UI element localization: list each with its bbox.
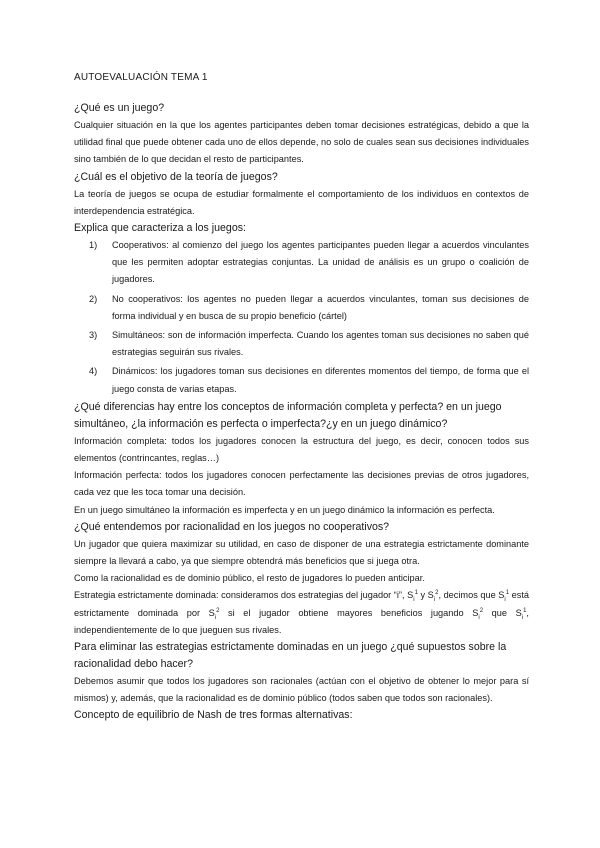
- superscript: 1: [523, 607, 527, 614]
- answer-5-dominated: [74, 587, 529, 639]
- question-2: ¿Cuál es el objetivo de la teoría de juegos?: [74, 170, 278, 183]
- answer-4-perfect: Información perfecta: todos los jugadores conocen perfectamente las decisiones previas de otros jugadores, cada vez que les toca tomar una decisión.: [74, 470, 529, 498]
- text-segment: que S: [483, 607, 522, 618]
- document-content: [74, 72, 529, 724]
- list-item: [74, 291, 529, 325]
- list-text: Simultáneos: son de información imperfecta. Cuando los agentes toman sus decisiones no saben qué estrategias seguirán sus rivales.: [112, 330, 529, 358]
- text-segment: Estrategia estrictamente dominada: consideramos dos estrategias del jugador “i”, S: [74, 590, 414, 601]
- superscript: 2: [435, 590, 439, 597]
- answer-5-public: Como la racionalidad es de dominio público, el resto de jugadores lo pueden anticipar.: [74, 573, 425, 584]
- question-3: Explica que caracteriza a los juegos:: [74, 222, 246, 235]
- list-item: [74, 363, 529, 397]
- question-7: Concepto de equilibrio de Nash de tres formas alternativas:: [74, 709, 353, 722]
- text-segment: , independientemente de lo que jueguen sus rivales.: [74, 607, 529, 635]
- subscript: i: [504, 597, 506, 604]
- text-segment: y S: [417, 590, 434, 601]
- list-item: [74, 237, 529, 289]
- list-number: 2): [89, 293, 98, 304]
- subscript: i: [214, 614, 217, 621]
- text-segment: está estrictamente dominada por S: [74, 590, 529, 618]
- answer-1: Cualquier situación en la que los agentes participantes deben tomar decisiones estratégicas, debido a que la utilidad final que puede obtener cada uno de ellos depende, no solo de cuales sean sus decisiones individuales sino también de lo que decidan el resto de participantes.: [74, 120, 529, 165]
- answer-6: Debemos asumir que todos los jugadores son racionales (actúan con el objetivo de obtener lo mejor para sí mismos) y, además, que la racionalidad es de dominio público (todos saben que todos son racionales).: [74, 676, 529, 704]
- subscript: i: [433, 597, 436, 604]
- list-text: Cooperativos: al comienzo del juego los agentes participantes pueden llegar a acuerdos vinculantes que les permiten adoptar estrategias conjuntas. La unidad de análisis es un grupo o coalición de jugadores.: [112, 240, 529, 285]
- superscript: 2: [216, 607, 220, 614]
- list-number: 3): [89, 330, 98, 341]
- answer-4-complete: Información completa: todos los jugadores conocen la estructura del juego, es decir, conocen todos sus elementos (contrincantes, reglas…): [74, 435, 529, 464]
- question-1: ¿Qué es un juego?: [74, 102, 165, 114]
- answer-4-games: En un juego simultáneo la información es imperfecta y en un juego dinámico la información es perfecta.: [74, 504, 495, 515]
- game-types-list: [74, 237, 529, 398]
- list-number: 4): [89, 366, 98, 377]
- answer-5-utility: Un jugador que quiera maximizar su utilidad, en caso de disponer de una estrategia estrictamente dominante siempre la llevará a cabo, ya que siempre obtendrá más beneficios que si juega otra.: [74, 538, 529, 567]
- question-6: Para eliminar las estrategias estrictamente dominadas en un juego ¿qué supuestos sobre la racionalidad debo hacer?: [74, 641, 507, 671]
- list-text: No cooperativos: los agentes no pueden llegar a acuerdos vinculantes, toman sus decisiones de forma individual y en busca de su propio beneficio (cártel): [112, 293, 529, 321]
- superscript: 2: [479, 607, 484, 614]
- question-5: ¿Qué entendemos por racionalidad en los juegos no cooperativos?: [74, 520, 390, 533]
- subscript: i: [413, 597, 415, 604]
- superscript: 1: [505, 590, 510, 597]
- list-number: 1): [89, 240, 98, 251]
- question-4: ¿Qué diferencias hay entre los conceptos de información completa y perfecta? en un juego simultáneo, ¿la información es perfecta o imperfecta?¿y en un juego dinámico?: [74, 400, 502, 430]
- list-text: Dinámicos: los jugadores toman sus decisiones en diferentes momentos del tiempo, de forma que el juego consta de varias etapas.: [112, 366, 529, 394]
- text-segment: si el jugador obtiene mayores beneficios jugando S: [219, 607, 479, 618]
- subscript: i: [521, 614, 524, 621]
- text-segment: , decimos que S: [438, 590, 505, 601]
- answer-2: La teoría de juegos se ocupa de estudiar formalmente el comportamiento de los individuos en contextos de interdependencia estratégica.: [74, 188, 529, 216]
- subscript: i: [478, 614, 480, 621]
- superscript: 1: [414, 590, 418, 597]
- list-item: [74, 327, 529, 361]
- document-title: AUTOEVALUACIÓN TEMA 1: [74, 72, 208, 83]
